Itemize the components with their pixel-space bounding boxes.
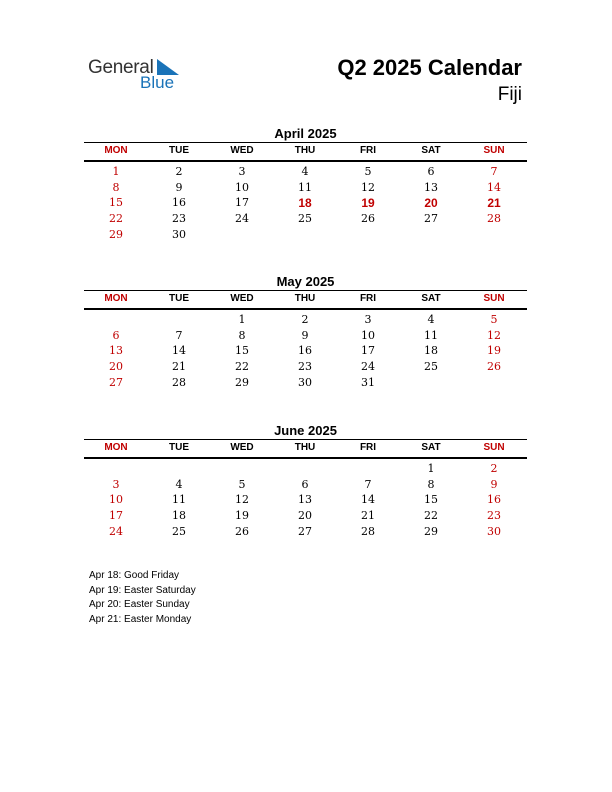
day-cell: 11 [172, 493, 186, 507]
day-cell: 21 [361, 509, 375, 523]
weekday-sat: SAT [421, 442, 441, 453]
month-title: April 2025 [274, 126, 337, 141]
holiday-day-cell: 20 [424, 196, 438, 211]
day-cell: 1 [427, 462, 435, 475]
day-cell: 16 [487, 493, 501, 507]
day-cell: 23 [172, 212, 186, 226]
holiday-item: Apr 18: Good Friday [89, 570, 180, 581]
weekday-fri: FRI [359, 293, 377, 304]
holiday-day-cell: 18 [298, 196, 312, 211]
day-cell: 20 [298, 509, 312, 523]
day-cell: 5 [364, 165, 372, 178]
day-cell: 17 [361, 344, 375, 358]
holiday-day-cell: 19 [361, 196, 375, 211]
day-cell: 29 [109, 227, 123, 241]
weekday-header [84, 142, 527, 162]
day-cell: 9 [175, 180, 183, 194]
day-cell: 21 [172, 360, 186, 374]
month-title: May 2025 [276, 274, 335, 289]
weekday-mon: MON [104, 293, 128, 304]
page-title: Q2 2025 Calendar [337, 55, 522, 80]
holiday-list [89, 569, 196, 627]
day-cell: 22 [235, 360, 249, 374]
day-cell: 8 [427, 477, 435, 491]
day-cell: 31 [361, 375, 375, 389]
day-cell: 10 [109, 493, 123, 507]
day-cell: 24 [109, 524, 123, 538]
day-cell: 12 [235, 493, 249, 507]
day-cell: 5 [490, 313, 498, 326]
day-cell: 30 [298, 375, 312, 389]
weekday-sun: SUN [483, 293, 505, 304]
day-cell: 18 [172, 509, 186, 523]
weekday-thu: THU [294, 145, 316, 156]
day-cell: 28 [487, 212, 501, 226]
weekday-wed: WED [230, 145, 254, 156]
logo-blue-text: Blue [140, 73, 175, 92]
day-cell: 15 [109, 196, 123, 210]
day-cell: 2 [175, 165, 183, 178]
day-cell: 25 [298, 212, 312, 226]
holiday-item: Apr 21: Easter Monday [89, 613, 192, 625]
day-cell: 13 [424, 180, 438, 194]
day-cell: 5 [238, 477, 246, 491]
weekday-wed: WED [230, 293, 254, 304]
day-cell: 3 [112, 477, 120, 491]
day-cell: 11 [424, 328, 438, 342]
day-cell: 2 [301, 313, 309, 326]
day-cell: 4 [175, 477, 183, 491]
weekday-sun: SUN [483, 145, 505, 156]
day-cell: 9 [301, 328, 309, 342]
day-cell: 27 [298, 524, 312, 538]
country-name: Fiji [497, 84, 522, 105]
day-cell: 4 [427, 313, 435, 326]
day-cell: 24 [361, 360, 375, 374]
day-cell: 17 [235, 196, 249, 210]
day-cell: 18 [424, 344, 438, 358]
weekday-sun: SUN [483, 442, 505, 453]
weekday-sat: SAT [421, 145, 441, 156]
month-june [84, 422, 527, 538]
day-cell: 8 [112, 180, 120, 194]
weekday-mon: MON [104, 442, 128, 453]
holiday-item: Apr 19: Easter Saturday [89, 584, 196, 596]
weekday-tue: TUE [169, 442, 189, 453]
day-cell: 12 [487, 328, 501, 342]
day-cell: 23 [487, 509, 501, 523]
day-cell: 6 [112, 328, 120, 342]
month-title: June 2025 [274, 423, 337, 438]
weekday-fri: FRI [359, 442, 377, 453]
day-cell: 25 [172, 524, 186, 538]
weekday-thu: THU [294, 442, 316, 453]
weekday-header [84, 290, 527, 310]
day-cell: 1 [112, 165, 120, 178]
logo-general-text: General [88, 57, 154, 78]
day-cell: 10 [235, 180, 249, 194]
day-cell: 4 [301, 165, 309, 178]
day-cell: 14 [361, 493, 375, 507]
weekday-tue: TUE [169, 293, 189, 304]
holiday-day-cell: 21 [487, 196, 501, 211]
day-cell: 14 [487, 180, 501, 194]
day-cell: 16 [172, 196, 186, 210]
month-may [84, 273, 527, 389]
weekday-wed: WED [230, 442, 254, 453]
weekday-mon: MON [104, 145, 128, 156]
day-cell: 29 [424, 524, 438, 538]
day-cell: 3 [364, 313, 372, 326]
day-cell: 26 [487, 360, 501, 374]
day-cell: 10 [361, 328, 375, 342]
day-cell: 7 [175, 328, 183, 342]
day-cell: 30 [172, 227, 186, 241]
day-cell: 12 [361, 180, 375, 194]
weekday-tue: TUE [169, 145, 189, 156]
month-april [84, 125, 527, 241]
weekday-fri: FRI [359, 145, 377, 156]
weekday-thu: THU [294, 293, 316, 304]
day-cell: 22 [424, 509, 438, 523]
day-cell: 17 [109, 509, 123, 523]
day-cell: 30 [487, 524, 501, 538]
day-cell: 22 [109, 212, 123, 226]
day-cell: 8 [238, 328, 246, 342]
day-cell: 28 [361, 524, 375, 538]
day-cell: 6 [427, 165, 435, 178]
day-cell: 19 [487, 344, 501, 358]
day-cell: 27 [424, 212, 438, 226]
day-cell: 19 [235, 509, 249, 523]
day-cell: 15 [424, 493, 438, 507]
day-cell: 2 [490, 462, 498, 475]
day-cell: 14 [172, 344, 186, 358]
day-cell: 27 [109, 375, 123, 389]
day-cell: 23 [298, 360, 312, 374]
day-cell: 7 [364, 477, 372, 491]
day-cell: 24 [235, 212, 249, 226]
generalblue-logo [88, 56, 188, 92]
day-cell: 15 [235, 344, 249, 358]
day-cell: 28 [172, 375, 186, 389]
day-cell: 13 [298, 493, 312, 507]
day-cell: 13 [109, 344, 123, 358]
day-cell: 11 [298, 180, 312, 194]
holiday-item: Apr 20: Easter Sunday [89, 599, 190, 610]
day-cell: 26 [361, 212, 375, 226]
day-cell: 29 [235, 375, 249, 389]
day-cell: 16 [298, 344, 312, 358]
weekday-sat: SAT [421, 293, 441, 304]
weekday-header [84, 439, 527, 459]
day-cell: 9 [490, 477, 498, 491]
day-cell: 7 [490, 165, 498, 178]
day-cell: 25 [424, 360, 438, 374]
day-cell: 26 [235, 524, 249, 538]
day-cell: 6 [301, 477, 309, 491]
day-cell: 20 [109, 360, 123, 374]
day-cell: 3 [238, 165, 246, 178]
day-cell: 1 [238, 313, 246, 326]
